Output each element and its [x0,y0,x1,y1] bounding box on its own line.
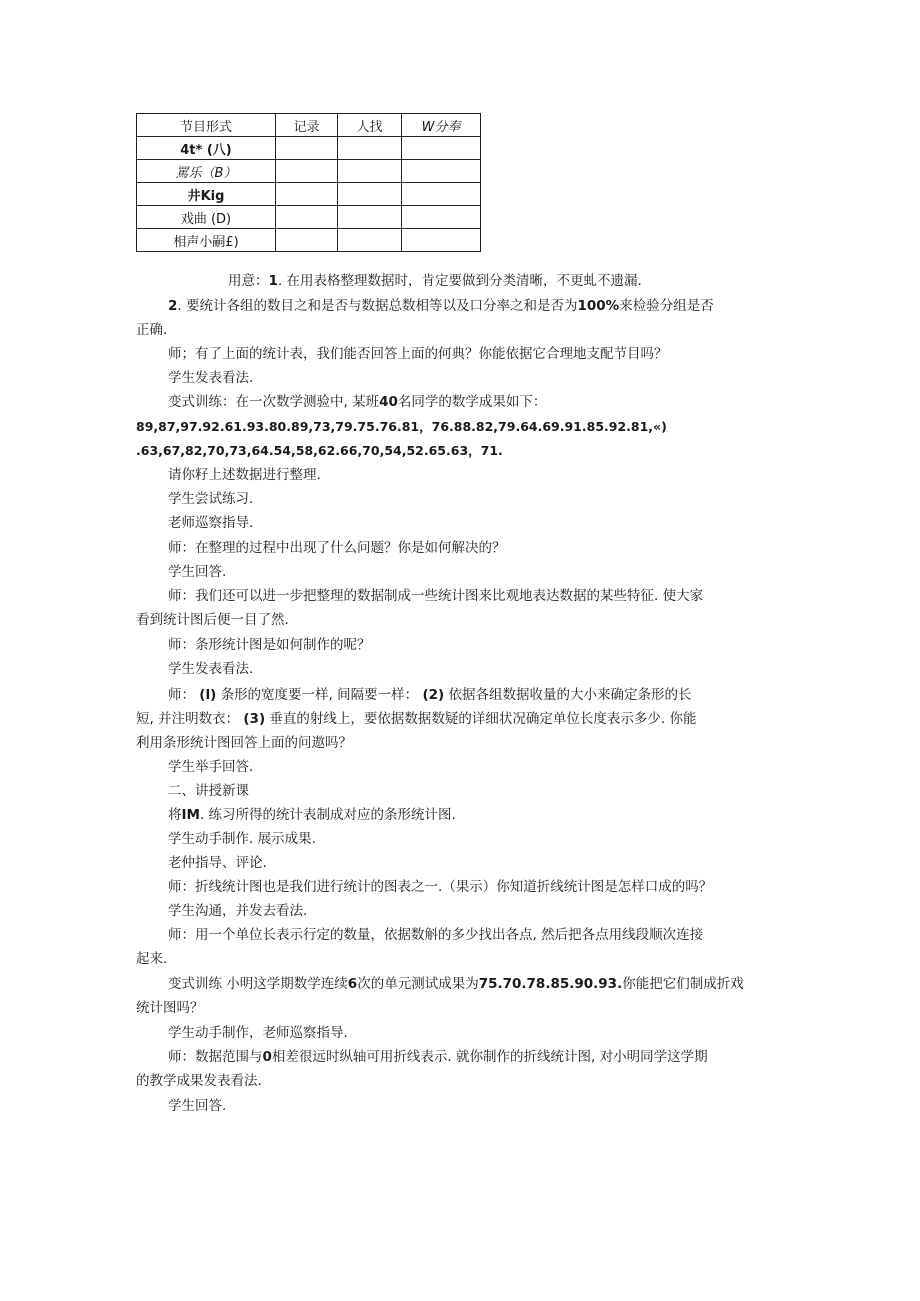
text-line: 学生尝试练习. [168,491,254,507]
header-cell: 节目形式 [137,114,276,137]
text-line: 统计图吗？ [136,1000,204,1016]
text-span: 75.70.78.85.90.93. [478,976,623,992]
text-line: 学生动手制作，老师巡察指导. [168,1025,348,1041]
text-span: 依据各组数据收量的大小来确定条形的长 [448,687,692,703]
text-line: 师：条形统计图是如何制作的呢？ [168,637,371,653]
text-span: 相差很远时纵轴可用折线表示. 就你制作的折线统计图, 对小明同学这学期 [271,1049,708,1065]
text-line: 师：我们还可以进一步把整理的数据制成一些统计图来比观地表达数据的某些特征. 使大家 [168,588,704,604]
table-cell [338,183,402,206]
text-span: 变式训练 小明这学期数学连续 [168,976,348,992]
text-line: 老师巡察指导. [168,515,254,531]
text-span: 用意： [228,273,269,289]
text-span: 40 [379,394,398,410]
header-cell: W分奉 [402,114,481,137]
text-line: 师：在整理的过程中出现了什么问题？你是如何解决的？ [168,540,506,556]
text-span: 2 [168,298,178,314]
program-form-table [136,113,481,252]
text-line [228,272,642,290]
header-cell: 人找 [338,114,402,137]
text-span: (3) [243,711,266,727]
text-line: 学生回答. [168,1098,227,1114]
header-cell: 记录 [276,114,338,137]
text-line: 师：用一个单位长表示行定的数量，依据数斛的多少找出各点, 然后把各点用线段顺次连接 [168,927,704,943]
text-span: 1 [268,273,278,289]
table-row [137,160,481,183]
text-line: 请你籽上述数据进行整理. [168,467,321,483]
table-cell [402,229,481,252]
text-line [136,710,697,728]
row-label: 4t* (八) [137,137,276,160]
text-span: 名同学的数学成果如下： [397,394,547,410]
table-cell [338,160,402,183]
text-span: 垂直的射线上，要依据数据数疑的详细状况确定单位长度表示多少. 你能 [269,711,697,727]
text-span: 6 [347,976,358,992]
text-line [168,975,744,993]
text-line: 师：折线统计图也是我们进行统计的图表之一.（果示）你知道折线统计图是怎样口成的吗？ [168,879,713,895]
table-cell [276,137,338,160]
row-label: 戏曲 (D) [137,206,276,229]
text-span: (2) [422,687,445,703]
text-line: 的教学成果发表看法. [136,1073,262,1089]
text-span: 短, 并注明数衣： [136,711,240,727]
text-line: 利用条形统计图回答上面的问遨吗？ [136,735,352,751]
text-span: 你能把它们制成折戏 [622,976,744,992]
table-cell [402,183,481,206]
text-span: . 练习所得的统计表制成对应的条形统计图. [199,807,456,823]
table-row [137,183,481,206]
text-span: 条形的宽度要一样, 间隔要一样： [220,687,419,703]
text-line: 学生回答. [168,564,227,580]
text-line: .63,67,82,70,73,64.54,58,62.66,70,54,52.65.63，71. [136,443,503,458]
table-cell [276,206,338,229]
text-span: . 要统计各组的数目之和是否与数据总数相等以及口分率之和是否为 [177,298,578,314]
row-label: 相声小嗣£) [137,229,276,252]
text-line: 学生发表看法. [168,661,254,677]
text-line: 正确. [136,322,168,338]
table-row [137,137,481,160]
table-header-row [137,114,481,137]
text-line: 起来. [136,951,168,967]
text-line [168,806,456,824]
text-line: 师；有了上面的统计表，我们能否回答上面的何典？你能依据它合理地支配节目吗？ [168,346,668,362]
text-span: IM [181,807,200,823]
table-cell [338,229,402,252]
row-label: 罵乐（B） [137,160,276,183]
text-span: 师：数据范围与 [168,1049,263,1065]
table-cell [276,160,338,183]
text-span: 0 [262,1049,272,1065]
text-span: 100% [577,298,620,314]
table-cell [402,137,481,160]
text-line: 看到统计图后便一目了然. [136,612,289,628]
text-line [168,393,546,411]
table-cell [276,229,338,252]
table-cell [402,160,481,183]
table-cell [276,183,338,206]
table-row [137,206,481,229]
text-line [168,1048,708,1066]
row-label: 井Kig [137,183,276,206]
text-line: 学生沟通，并发去看法. [168,903,308,919]
text-line: 老仲指导、评论. [168,855,267,871]
text-span: 变式训练：在一次数学测验中, 某班 [168,394,380,410]
text-line [168,297,714,315]
text-span: 次的单元测试成果为 [357,976,479,992]
text-line: 89,87,97.92.61.93.80.89,73,79.75.76.81，76.88.82,79.64.69.91.85.92.81,«) [136,419,667,434]
text-line [168,686,691,704]
text-span: (l) [199,687,217,703]
table-cell [338,206,402,229]
text-line: 学生动手制作. 展示成果. [168,831,316,847]
text-span: 师： [168,687,195,703]
text-span: 将 [168,807,182,823]
text-line: 学生发表看法. [168,370,254,386]
section-heading: 二、讲授新课 [168,783,249,799]
table-cell [402,206,481,229]
text-line: 学生举手回答. [168,759,254,775]
table-cell [338,137,402,160]
text-span: 来检验分组是否 [619,298,714,314]
table-row [137,229,481,252]
text-span: . 在用表格整理数据时，肯定要做到分类清晰，不更虬不遗漏. [277,273,642,289]
